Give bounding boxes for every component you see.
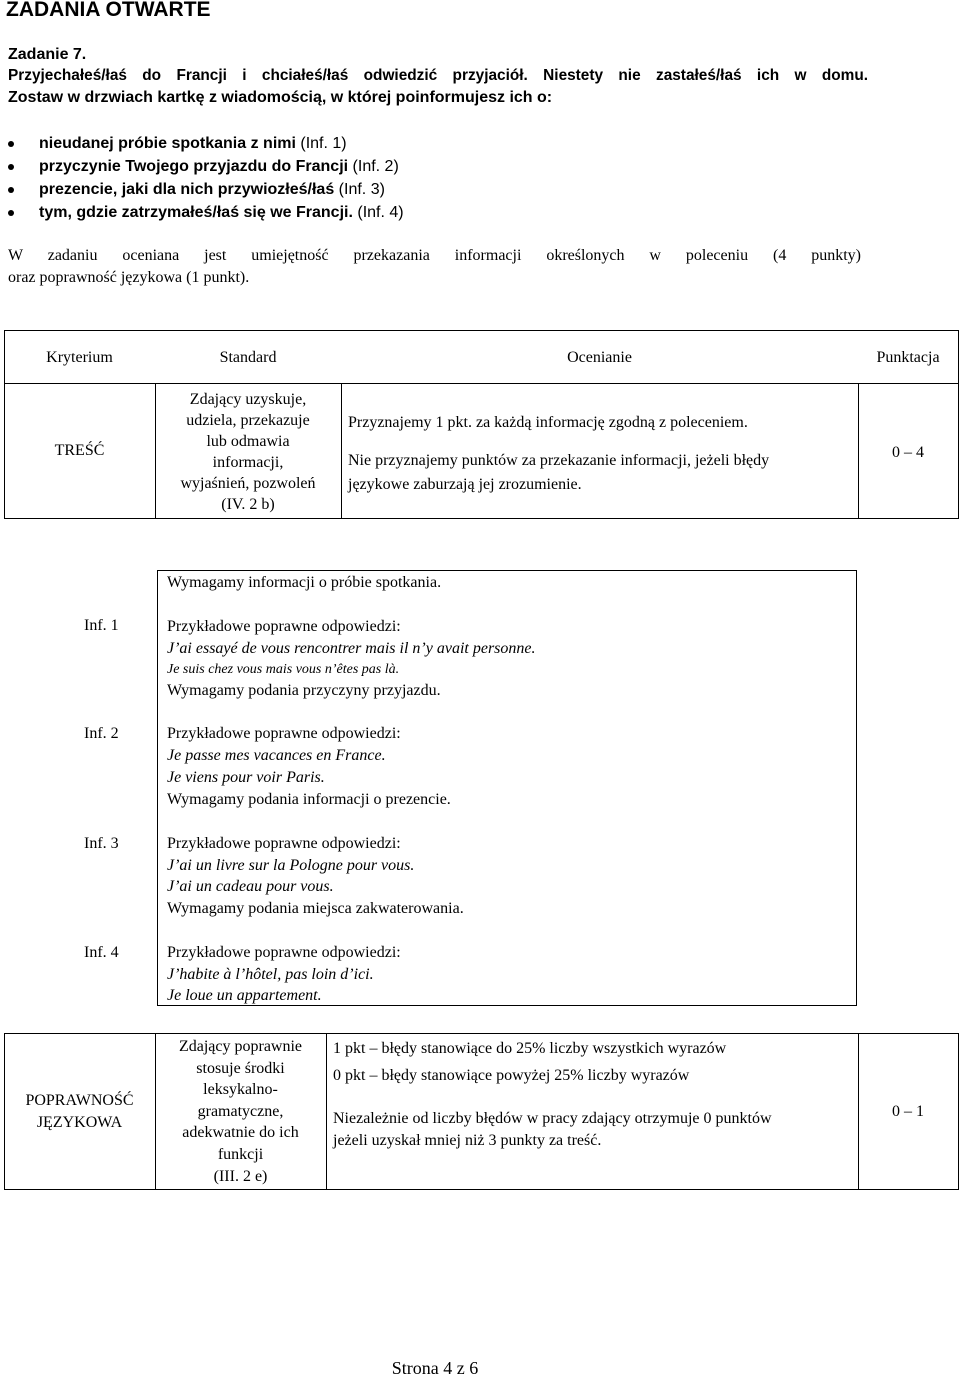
task-number: Zadanie 7. <box>8 46 87 63</box>
language-points: 0 – 1 <box>892 1103 924 1120</box>
standard-line: (III. 2 e) <box>213 1167 268 1185</box>
language-label-line: POPRAWNOŚĆ <box>25 1092 134 1109</box>
bullet-ref: (Inf. 2) <box>348 158 399 175</box>
standard-line: stosuje środki <box>196 1059 285 1077</box>
bullet-ref: (Inf. 1) <box>295 135 347 152</box>
inf-example: J’habite à l’hôtel, pas loin d’ici. <box>167 966 374 983</box>
inf-requirement: Wymagamy podania miejsca zakwaterowania. <box>167 900 464 917</box>
inf-requirement: Wymagamy podania informacji o prezencie. <box>167 791 451 808</box>
inf-example: J’ai essayé de vous rencontrer mais il n’y avait personne. <box>167 640 536 657</box>
inf-label: Inf. 2 <box>84 725 119 742</box>
language-label-line: JĘZYKOWA <box>36 1114 123 1131</box>
tresc-standard <box>155 389 341 515</box>
inf-example: Je viens pour voir Paris. <box>167 769 325 786</box>
inf-examples-label: Przykładowe poprawne odpowiedzi: <box>167 618 401 635</box>
bullet-text: prezencie, jaki dla nich przywiozłeś/łaś <box>39 181 335 198</box>
bullet-dot-icon <box>8 187 14 193</box>
standard-line: udziela, przekazuje <box>186 412 310 429</box>
header-kryterium: Kryterium <box>46 349 113 366</box>
language-note-1: Niezależnie od liczby błędów w pracy zdający otrzymuje 0 punktów <box>333 1110 772 1127</box>
inf-label: Inf. 3 <box>84 835 119 852</box>
standard-line: leksykalno- <box>203 1081 278 1099</box>
bullet-text: tym, gdzie zatrzymałeś/łaś się we Francji. <box>39 204 353 221</box>
assessment-line-1: W zadaniu oceniana jest umiejętność przekazania informacji określonych w poleceniu (4 punkty) <box>8 247 861 264</box>
tresc-ocenianie-2b: językowe zaburzają jej zrozumienie. <box>348 476 582 493</box>
inf-label: Inf. 1 <box>84 617 119 634</box>
inf-examples-label: Przykładowe poprawne odpowiedzi: <box>167 835 401 852</box>
tresc-label: TREŚĆ <box>54 442 105 459</box>
standard-line: informacji, <box>212 454 284 471</box>
inf-example: Je passe mes vacances en France. <box>167 747 386 764</box>
language-standard <box>155 1036 326 1187</box>
language-rule-2: 0 pkt – błędy stanowiące powyżej 25% liczby wyrazów <box>333 1067 690 1084</box>
bullet-ref: (Inf. 3) <box>334 181 385 198</box>
assessment-line-2: oraz poprawność językowa (1 punkt). <box>8 269 250 286</box>
standard-line: wyjaśnień, pozwoleń <box>180 475 316 492</box>
header-ocenianie: Ocenianie <box>567 349 632 366</box>
inf-example: J’ai un livre sur la Pologne pour vous. <box>167 857 415 874</box>
standard-line: funkcji <box>217 1145 264 1163</box>
standard-line: Zdający poprawnie <box>178 1038 303 1055</box>
standard-line: lub odmawia <box>206 433 290 450</box>
bullet-text: przyczynie Twojego przyjazdu do Francji <box>39 158 349 175</box>
inf-label: Inf. 4 <box>84 944 119 961</box>
inf-example: Je suis chez vous mais vous n’êtes pas là. <box>167 662 400 677</box>
language-note-2: jeżeli uzyskał mniej niż 3 punkty za treść. <box>333 1132 602 1149</box>
standard-line: Zdający uzyskuje, <box>189 391 307 408</box>
page-number: Strona 4 z 6 <box>391 1358 479 1378</box>
standard-line: gramatyczne, <box>197 1102 284 1120</box>
task-intro-line-2: Zostaw w drzwiach kartkę z wiadomością, w której poinformujesz ich o: <box>8 89 553 106</box>
bullet-dot-icon <box>8 141 14 147</box>
language-rule-1: 1 pkt – błędy stanowiące do 25% liczby wszystkich wyrazów <box>333 1040 727 1057</box>
standard-line: (IV. 2 b) <box>221 496 275 513</box>
bullet-text: nieudanej próbie spotkania z nimi <box>39 135 296 152</box>
inf-example: J’ai un cadeau pour vous. <box>167 878 334 895</box>
header-standard: Standard <box>219 349 277 366</box>
page-heading: ZADANIA OTWARTE <box>6 0 211 21</box>
bullet-ref: (Inf. 4) <box>352 204 404 221</box>
header-punktacja: Punktacja <box>876 349 940 366</box>
inf-examples-label: Przykładowe poprawne odpowiedzi: <box>167 725 401 742</box>
inf-requirement: Wymagamy informacji o próbie spotkania. <box>167 574 442 591</box>
inf-examples-label: Przykładowe poprawne odpowiedzi: <box>167 944 401 961</box>
tresc-ocenianie-1: Przyznajemy 1 pkt. za każdą informację zgodną z poleceniem. <box>348 414 748 431</box>
bullet-dot-icon <box>8 210 14 216</box>
language-label <box>4 1090 155 1134</box>
bullet-dot-icon <box>8 164 14 170</box>
inf-requirement: Wymagamy podania przyczyny przyjazdu. <box>167 682 441 699</box>
tresc-ocenianie-2a: Nie przyznajemy punktów za przekazanie informacji, jeżeli błędy <box>348 452 770 469</box>
standard-line: adekwatnie do ich <box>182 1124 299 1142</box>
inf-example: Je loue un appartement. <box>167 987 322 1004</box>
task-intro-line-1: Przyjechałeś/łaś do Francji i chciałeś/łaś odwiedzić przyjaciół. Niestety nie zastałeś/łaś ich w domu. <box>8 67 868 84</box>
tresc-points: 0 – 4 <box>892 444 924 461</box>
